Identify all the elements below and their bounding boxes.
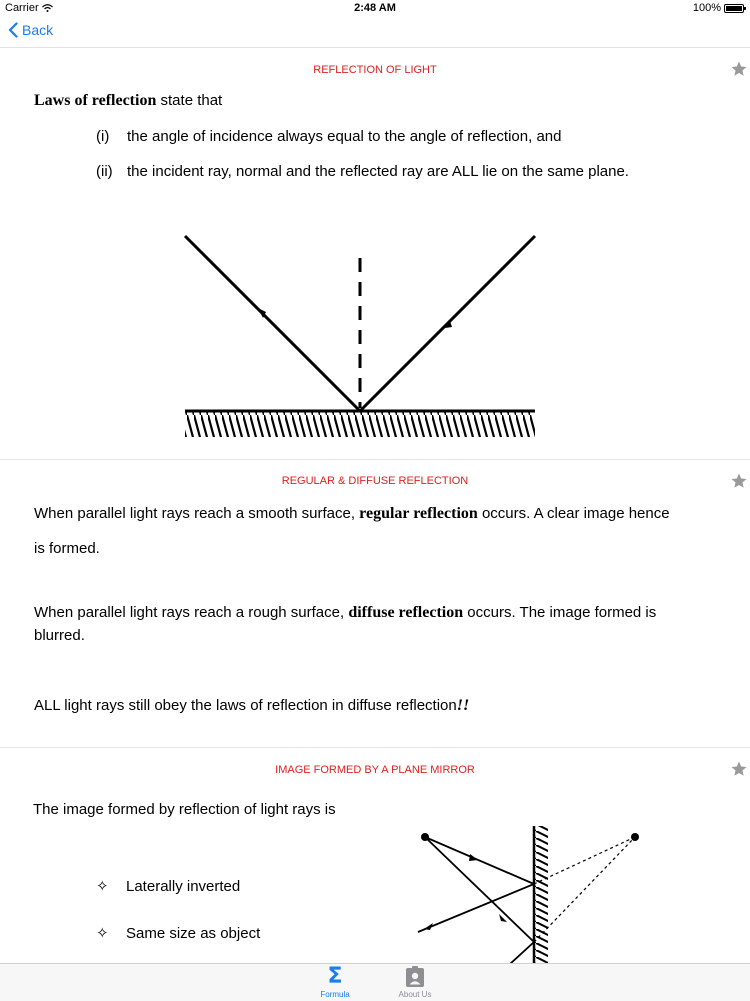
laws-intro-bold: Laws of reflection	[34, 92, 157, 109]
reflection-diagram	[180, 233, 540, 443]
laws-intro	[34, 92, 222, 110]
bullet-text: Laterally inverted	[126, 878, 241, 895]
status-time: 2:48 AM	[354, 2, 396, 14]
law-item	[96, 163, 629, 180]
text-run: ALL light rays still obey the laws of reflection in diffuse reflection	[34, 697, 457, 714]
favorite-star-icon[interactable]	[730, 472, 748, 490]
mirror-surface-hatch	[185, 411, 535, 437]
mirror-hatch	[534, 826, 548, 963]
section-regular-diffuse-reflection	[0, 460, 750, 747]
light-ray	[425, 837, 534, 942]
tab-formula[interactable]	[305, 964, 365, 1001]
virtual-ray	[534, 837, 635, 942]
bullet-icon: ✧	[96, 925, 109, 942]
tab-bar	[0, 963, 750, 1001]
tab-about-us[interactable]	[385, 964, 445, 1001]
reflected-ray	[360, 236, 535, 411]
exclamation: !!	[456, 697, 470, 714]
virtual-ray	[534, 837, 635, 884]
text-run: When parallel light rays reach a smooth surface,	[34, 505, 360, 522]
diffuse-reflection-text	[34, 604, 656, 622]
text-run: When parallel light rays reach a rough surface,	[34, 604, 349, 621]
incident-ray	[185, 236, 360, 411]
regular-reflection-text	[34, 505, 670, 523]
section-title: REFLECTION OF LIGHT	[313, 64, 437, 76]
law-text: the incident ray, normal and the reflected ray are ALL lie on the same plane.	[127, 163, 629, 180]
contact-card-icon	[405, 966, 425, 988]
section-image-plane-mirror	[0, 748, 750, 963]
plane-mirror-diagram	[410, 824, 650, 963]
regular-reflection-text-cont: is formed.	[34, 540, 100, 557]
tab-label: About Us	[398, 990, 432, 999]
plane-mirror-intro: The image formed by reflection of light rays is	[33, 801, 336, 818]
law-item	[96, 128, 561, 145]
status-bar	[0, 0, 750, 16]
carrier-label: Carrier	[5, 2, 53, 14]
favorite-star-icon[interactable]	[730, 60, 748, 78]
tab-label: Formula	[320, 990, 350, 999]
section-title: IMAGE FORMED BY A PLANE MIRROR	[275, 764, 475, 776]
regular-reflection-term: regular reflection	[359, 505, 478, 522]
text-run: occurs. The image formed is	[463, 604, 657, 621]
text-run: occurs. A clear image hence	[477, 505, 670, 522]
bullet-icon: ✧	[96, 878, 109, 895]
law-text: the angle of incidence always equal to the angle of reflection, and	[127, 128, 562, 145]
list-item	[96, 877, 240, 895]
battery-indicator	[693, 2, 744, 14]
section-title: REGULAR & DIFFUSE REFLECTION	[281, 475, 469, 487]
bullet-text: Same size as object	[126, 925, 261, 942]
diffuse-reflection-text-cont: blurred.	[34, 627, 85, 644]
law-number: (i)	[96, 128, 110, 145]
sigma-icon: Σ	[327, 964, 343, 989]
chevron-left-icon	[8, 22, 18, 38]
light-ray	[510, 942, 534, 963]
section-reflection-of-light	[0, 48, 750, 459]
back-label: Back	[22, 22, 54, 38]
light-ray	[425, 837, 534, 884]
ray-arrow	[469, 854, 478, 861]
diffuse-reflection-term: diffuse reflection	[348, 604, 464, 621]
laws-intro-rest: state that	[156, 92, 223, 109]
navigation-bar	[0, 16, 750, 48]
back-button[interactable]	[8, 22, 53, 38]
list-item	[96, 924, 260, 942]
favorite-star-icon[interactable]	[730, 760, 748, 778]
law-number: (ii)	[96, 163, 113, 180]
battery-icon	[724, 4, 744, 13]
laws-obeyed-note	[34, 697, 469, 715]
battery-label: 100%	[692, 2, 721, 14]
